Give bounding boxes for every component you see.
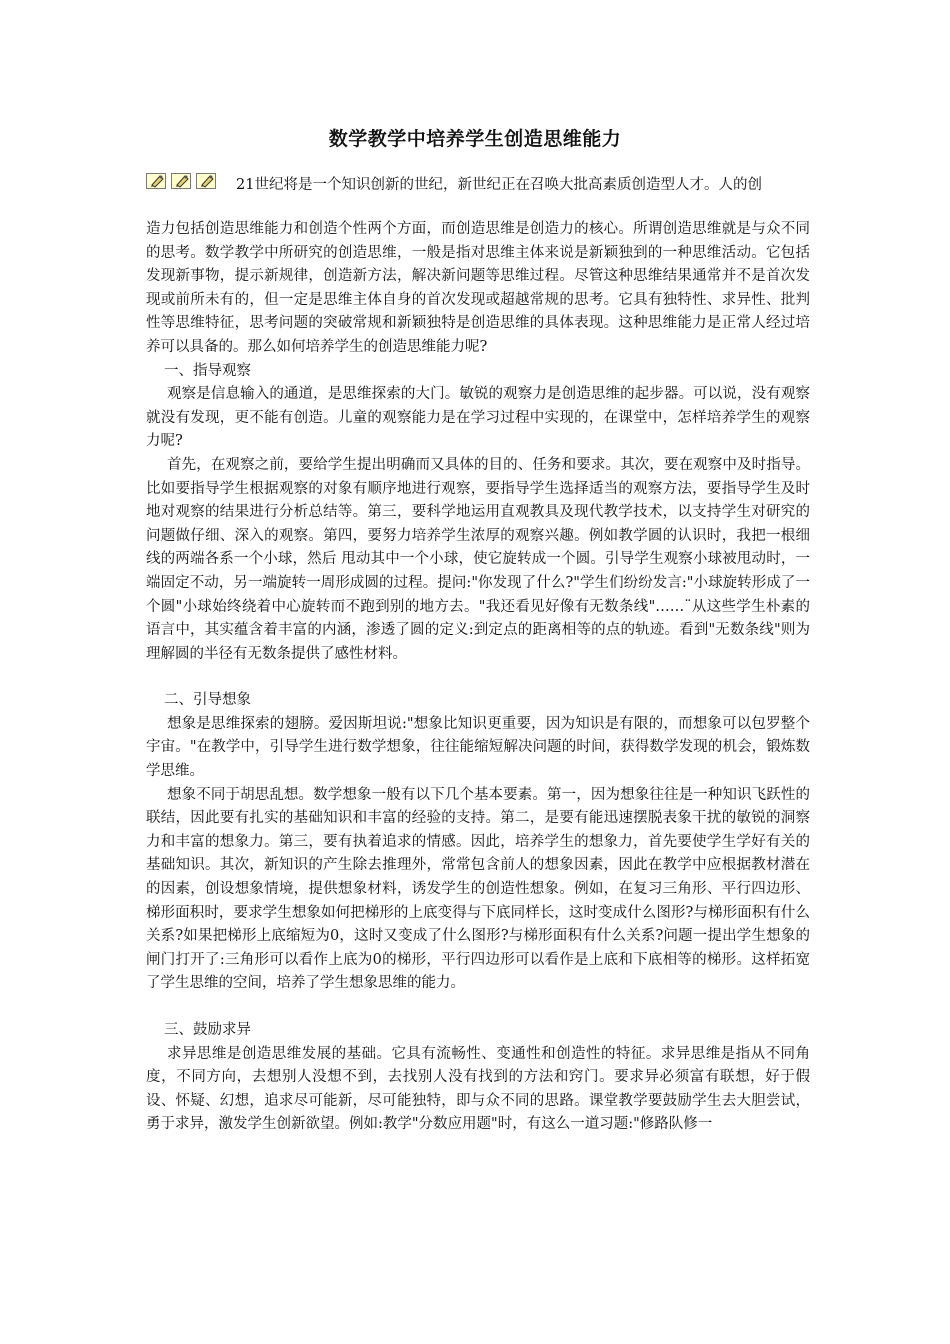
section-heading-1: 一、指导观察 bbox=[164, 362, 251, 379]
section-3-paragraph-1: 求异思维是创造思维发展的基础。它具有流畅性、变通性和创造性的特征。求异思维是指从不同角度，不同方向，去想别人没想不到，去找别人没有找到的方法和窍门。要求异必须富有联想，好于假设、怀疑、幻想，追求尽可能新，尽可能独特，即与众不同的思路。课堂教学要鼓励学生去大胆尝试，勇于求异，激发学生创新欲望。例如:教学"分数应用题"时，有这么一道习题:"修路队修一 bbox=[146, 1045, 810, 1133]
document-body bbox=[146, 218, 810, 1137]
pen-icon bbox=[171, 173, 191, 189]
intro-paragraph: 造力包括创造思维能力和创造个性两个方面，而创造思维是创造力的核心。所谓创造思维就是与众不同的思考。数学教学中所研究的创造思维，一般是指对思维主体来说是新颖独到的一种思维活动。它包括发现新事物，提示新规律，创造新方法，解决新问题等思维过程。尽管这种思维结果通常并不是首次发现或前所未有的，但一定是思维主体自身的首次发现或超越常规的思考。它具有独特性、求异性、批判性等思维特征，思考问题的突破常规和新颖独特是创造思维的具体表现。这种思维能力是正常人经过培养可以具备的。那么如何培养学生的创造思维能力呢? bbox=[146, 221, 810, 355]
section-2-paragraph-1: 想象是思维探索的翅膀。爱因斯坦说:"想象比知识更重要，因为知识是有限的，而想象可以包罗整个宇宙。"在教学中，引导学生进行数学想象，往往能缩短解决问题的时间，获得数学发现的机会，锻炼数学思维。 bbox=[146, 715, 810, 780]
paragraph-spacer bbox=[146, 996, 810, 1019]
pen-icon bbox=[146, 173, 166, 189]
section-1-paragraph-1: 观察是信息输入的通道，是思维探索的大门。敏锐的观察力是创造思维的起步器。可以说，没有观察就没有发现，更不能有创造。儿童的观察能力是在学习过程中实现的，在课堂中，怎样培养学生的观察力呢? bbox=[146, 386, 810, 450]
document-title: 数学教学中培养学生创造思维能力 bbox=[328, 128, 622, 150]
intro-first-line-text: 21世纪将是一个知识创新的世纪，新世纪正在召唤大批高素质创造型人才。人的创 bbox=[236, 177, 762, 193]
intro-first-line bbox=[146, 172, 810, 198]
intro-icon-group bbox=[146, 173, 216, 189]
section-heading-2: 二、引导想象 bbox=[164, 692, 251, 709]
section-2-paragraph-2: 想象不同于胡思乱想。数学想象一般有以下几个基本要素。第一，因为想象往往是一种知识飞跃性的联结，因此要有扎实的基础知识和丰富的经验的支持。第二，是要有能迅速摆脱表象干扰的敏锐的洞察力和丰富的想象力。第三，要有执着追求的情感。因此，培养学生的想象力，首先要使学生学好有关的基础知识。其次，新知识的产生除去推理外，常常包含前人的想象因素，因此在教学中应根据教材潜在的因素，创设想象情境，提供想象材料，诱发学生的创造性想象。例如，在复习三角形、平行四边形、梯形面积时，要求学生想象如何把梯形的上底变得与下底同样长，这时变成什么图形?与梯形面积有什么关系?如果把梯形上底缩短为0，这时又变成了什么图形?与梯形面积有什么关系?问题一提出学生想象的闸门打开了:三角形可以看作上底为0的梯形，平行四边形可以看作是上底和下底相等的梯形。这样拓宽了学生思维的空间，培养了学生想象思维的能力。 bbox=[146, 786, 810, 992]
pen-icon bbox=[196, 173, 216, 189]
section-1-paragraph-2: 首先，在观察之前，要给学生提出明确而又具体的目的、任务和要求。其次，要在观察中及时指导。比如要指导学生根据观察的对象有顺序地进行观察，要指导学生选择适当的观察方法，要指导学生及时地对观察的结果进行分析总结等。第三，要科学地运用直观教具及现代教学技术，以支持学生对研究的问题做仔细、深入的观察。第四，要努力培养学生浓厚的观察兴趣。例如教学圆的认识时，我把一根细线的两端各系一个小球，然后 甩动其中一个小球，使它旋转成一个圆。引导学生观察小球被甩动时，一端固定不动，另一端旋转一周形成圆的过程。提问:"你发现了什么?"学生们纷纷发言:"小球旋转形成了一个圆"小球始终绕着中心旋转而不跑到别的地方去。"我还看见好像有无数条线"……¨从这些学生朴素的语言中，其实蕴含着丰富的内涵，渗透了圆的定义:到定点的距离相等的点的轨迹。看到"无数条线"则为理解圆的半径有无数条提供了感性材料。 bbox=[146, 456, 810, 662]
section-heading-3: 三、鼓励求异 bbox=[164, 1022, 251, 1038]
paragraph-spacer bbox=[146, 666, 810, 689]
